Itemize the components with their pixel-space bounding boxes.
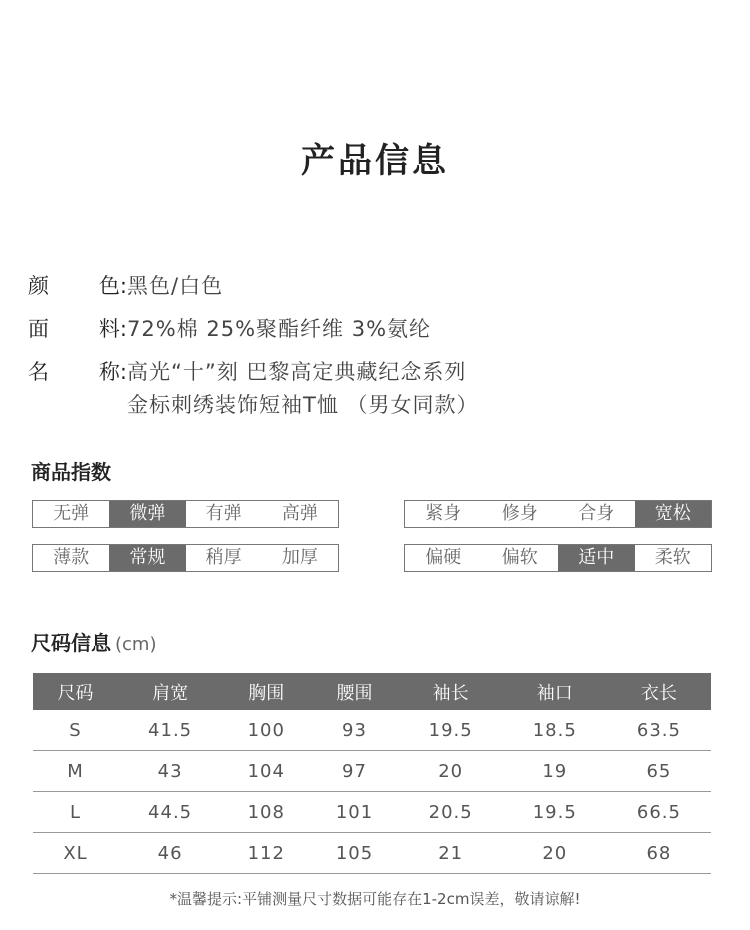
table-cell: 20.5 [399,792,503,833]
table-cell: 100 [222,710,310,751]
attr-name-label: 名 称: [28,360,127,384]
size-table-header [33,673,711,710]
table-cell: S [33,710,118,751]
attr-color-value: 黑色/白色 [127,274,224,298]
table-cell: 19 [503,751,607,792]
column-header: 胸围 [222,673,310,710]
table-cell: 68 [607,833,711,874]
attr-name [28,356,479,422]
table-cell: 20 [399,751,503,792]
thickness-scale [32,544,339,572]
scale-option: 微弹 [109,501,185,527]
scale-option: 柔软 [654,547,691,568]
table-row [33,792,711,833]
table-cell: 43 [118,751,222,792]
scale-option: 高弹 [281,503,318,524]
table-cell: 65 [607,751,711,792]
scale-option: 合身 [578,503,615,524]
footnote: *温馨提示:平铺测量尺寸数据可能存在1-2cm误差，敬请谅解! [169,890,581,908]
column-header: 袖长 [399,673,503,710]
table-cell: 66.5 [607,792,711,833]
table-row [33,710,711,751]
table-cell: 101 [310,792,398,833]
table-cell: 18.5 [503,710,607,751]
table-cell: XL [33,833,118,874]
table-cell: 21 [399,833,503,874]
scale-option: 有弹 [205,503,242,524]
table-cell: 63.5 [607,710,711,751]
column-header: 袖口 [503,673,607,710]
attr-name-value: 高光“十”刻 巴黎高定典藏纪念系列 金标刺绣装饰短袖T恤 （男女同款） [127,360,479,417]
table-cell: 41.5 [118,710,222,751]
scale-option: 偏硬 [425,547,462,568]
table-cell: 19.5 [399,710,503,751]
attr-fabric [28,313,431,346]
scale-option: 加厚 [281,547,318,568]
column-header: 肩宽 [118,673,222,710]
scale-option: 修身 [501,503,538,524]
column-header: 尺码 [33,673,118,710]
scale-option: 无弹 [53,503,90,524]
scale-option: 薄款 [53,547,90,568]
table-cell: 93 [310,710,398,751]
attr-fabric-value: 72%棉 25%聚酯纤维 3%氨纶 [127,317,432,341]
size-unit: (cm) [115,634,157,655]
scale-option: 宽松 [635,501,712,527]
table-cell: 97 [310,751,398,792]
scale-option: 紧身 [425,503,462,524]
attr-color [28,270,223,303]
page-title: 产品信息 [301,141,449,181]
scale-option: 常规 [109,545,185,571]
table-row [33,833,711,874]
index-section-title: 商品指数 [31,460,111,484]
elasticity-scale [32,500,339,528]
table-cell: 19.5 [503,792,607,833]
table-cell: 108 [222,792,310,833]
column-header: 衣长 [607,673,711,710]
size-table [33,673,711,874]
table-cell: 46 [118,833,222,874]
table-cell: 44.5 [118,792,222,833]
table-cell: 20 [503,833,607,874]
table-cell: M [33,751,118,792]
fit-scale [404,500,712,528]
size-section-title: 尺码信息 (cm) [31,631,157,655]
table-cell: 112 [222,833,310,874]
softness-scale [404,544,712,572]
scale-option: 偏软 [501,547,538,568]
column-header: 腰围 [310,673,398,710]
scale-option: 稍厚 [205,547,242,568]
table-cell: 104 [222,751,310,792]
table-cell: 105 [310,833,398,874]
table-cell: L [33,792,118,833]
attr-fabric-label: 面 料: [28,317,127,341]
scale-option: 适中 [558,545,635,571]
attr-color-label: 颜 色: [28,274,127,298]
table-row [33,751,711,792]
